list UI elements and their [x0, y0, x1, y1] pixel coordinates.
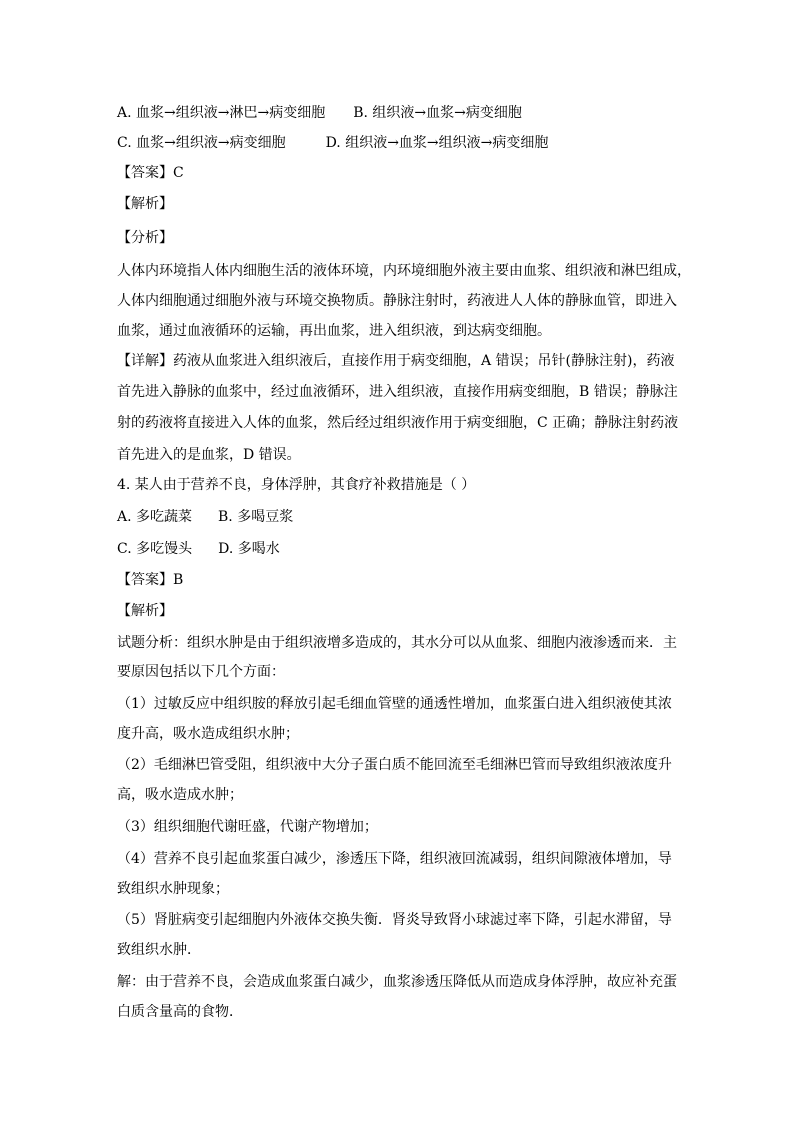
q3-options-row-1	[117, 104, 677, 122]
q3-answer: 【答案】C	[117, 165, 184, 181]
q4-option-b: B. 多喝豆浆	[218, 509, 294, 525]
q4-body-line: 试题分析：组织水肿是由于组织液增多造成的，其水分可以从血浆、细胞内液渗透而来．主	[117, 635, 677, 651]
q4-body-line: （2）毛细淋巴管受阻，组织液中大分子蛋白质不能回流至毛细淋巴管而导致组织液浓度升	[117, 757, 672, 773]
q4-answer: 【答案】B	[117, 572, 184, 588]
q4-body-line: （5）肾脏病变引起细胞内外液体交换失衡．肾炎导致肾小球滤过率下降，引起水滞留，导	[117, 912, 672, 928]
q3-option-d: D. 组织液→血浆→组织液→病变细胞	[325, 135, 549, 151]
q3-option-b: B. 组织液→血浆→病变细胞	[353, 105, 522, 121]
q3-option-a: A. 血浆→组织液→淋巴→病变细胞	[117, 105, 326, 121]
q4-stem: 4. 某人由于营养不良，身体浮肿，其食疗补救措施是（ ）	[117, 477, 476, 493]
q4-body-line: （1）过敏反应中组织胺的释放引起毛细血管壁的通透性增加，血浆蛋白进入组织液使其浓	[117, 696, 672, 712]
q4-options-row-2	[117, 540, 677, 558]
q4-body-line: 致组织水肿．	[117, 942, 201, 958]
q3-jiexi-heading: 【解析】	[117, 196, 173, 212]
q3-detail-line: 首先进入的是血浆，D 错误。	[117, 447, 301, 463]
q4-body-line: 要原因包括以下几个方面：	[117, 664, 285, 680]
q4-options-row-1	[117, 508, 677, 526]
q4-body-line: （3）组织细胞代谢旺盛，代谢产物增加；	[117, 819, 378, 835]
q4-body-line: 致组织水肿现象；	[117, 881, 229, 897]
q4-jiexi-heading: 【解析】	[117, 603, 173, 619]
q3-detail-line: 射的药液将直接进入人体的血浆，然后经过组织液作用于病变细胞，C 正确；静脉注射药液	[117, 415, 679, 431]
q3-detail-line: 【详解】药液从血浆进入组织液后，直接作用于病变细胞，A 错误；吊针(静脉注射)，药液	[117, 353, 675, 369]
q4-option-a: A. 多吃蔬菜	[117, 509, 193, 525]
q4-body-line: （4）营养不良引起血浆蛋白减少，渗透压下降，组织液回流减弱，组织间隙液体增加，导	[117, 851, 672, 867]
q4-option-c: C. 多吃馒头	[117, 541, 193, 557]
q3-option-c: C. 血浆→组织液→病变细胞	[117, 135, 286, 151]
q3-analysis-line: 人体内细胞通过细胞外液与环境交换物质。静脉注射时，药液进人人体的静脉血管，即进入	[117, 293, 677, 309]
q3-detail-line: 首先进入静脉的血浆中，经过血液循环，进入组织液，直接作用病变细胞，B 错误；静脉注	[117, 384, 678, 400]
q3-fenxi-heading: 【分析】	[117, 230, 173, 246]
q3-analysis-line: 血浆，通过血液循环的运输，再出血浆，进入组织液，到达病变细胞。	[117, 323, 551, 339]
q4-body-line: 度升高，吸水造成组织水肿；	[117, 726, 299, 742]
q4-body-line: 高，吸水造成水肿；	[117, 787, 243, 803]
q3-options-row-2	[117, 134, 677, 152]
q4-option-d: D. 多喝水	[218, 541, 280, 557]
q3-analysis-line: 人体内环境指人体内细胞生活的液体环境，内环境细胞外液主要由血浆、组织液和淋巴组成，	[117, 263, 691, 279]
q4-body-line: 解：由于营养不良，会造成血浆蛋白减少，血浆渗透压降低从而造成身体浮肿，故应补充蛋	[117, 974, 677, 990]
q4-body-line: 白质含量高的食物．	[117, 1004, 243, 1020]
